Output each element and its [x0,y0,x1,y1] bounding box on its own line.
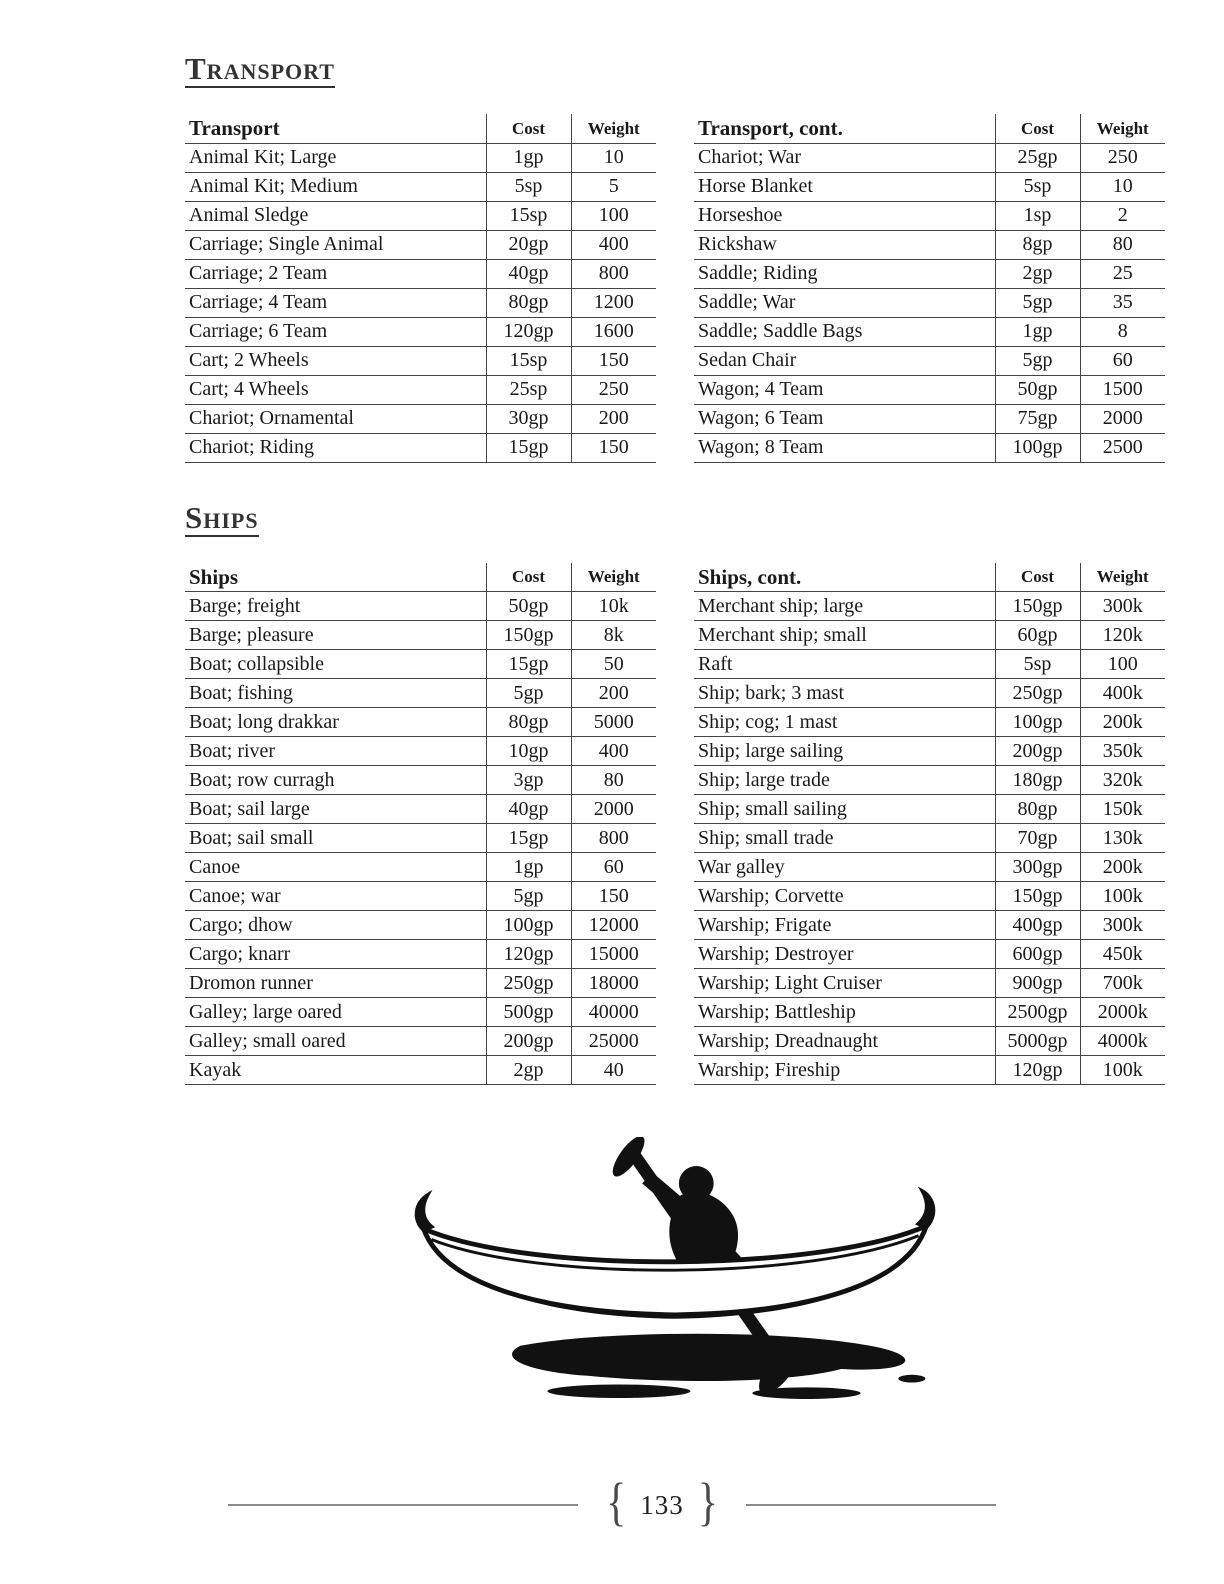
table-row [694,969,1165,998]
item-cost: 300gp [995,853,1080,882]
item-weight: 300k [1080,911,1165,940]
item-weight: 12000 [571,911,656,940]
item-name: Warship; Fireship [694,1056,995,1085]
table-row [694,172,1165,201]
table-row [185,940,656,969]
item-name: Rickshaw [694,230,995,259]
item-cost: 2gp [486,1056,571,1085]
item-weight: 1600 [571,317,656,346]
item-cost: 8gp [995,230,1080,259]
item-weight: 400 [571,737,656,766]
transport-table [185,114,656,463]
item-name: Canoe [185,853,486,882]
footer-left-brace: { [606,1474,627,1532]
item-name: Barge; pleasure [185,621,486,650]
item-cost: 30gp [486,404,571,433]
ships-table [185,563,656,1086]
item-cost: 5gp [995,346,1080,375]
table-row [185,433,656,462]
section-ships [185,501,1165,1086]
table-row [185,317,656,346]
item-weight: 250 [1080,143,1165,172]
item-weight: 50 [571,650,656,679]
item-cost: 80gp [486,288,571,317]
item-name: Boat; sail small [185,824,486,853]
item-cost: 900gp [995,969,1080,998]
item-cost: 2500gp [995,998,1080,1027]
item-weight: 18000 [571,969,656,998]
table-row [185,795,656,824]
item-cost: 50gp [995,375,1080,404]
item-name: Galley; large oared [185,998,486,1027]
item-weight: 40000 [571,998,656,1027]
table-row [185,969,656,998]
item-cost: 15gp [486,433,571,462]
item-cost: 1sp [995,201,1080,230]
table-row [185,143,656,172]
table-row [694,1027,1165,1056]
item-name: Carriage; Single Animal [185,230,486,259]
item-cost: 120gp [995,1056,1080,1085]
item-weight: 10 [1080,172,1165,201]
weight-header: Weight [571,114,656,143]
item-weight: 130k [1080,824,1165,853]
cost-header: Cost [486,114,571,143]
item-name: Animal Kit; Medium [185,172,486,201]
item-weight: 2500 [1080,433,1165,462]
item-name: Warship; Light Cruiser [694,969,995,998]
canoe-paddler-icon [385,1137,965,1427]
item-name: Boat; long drakkar [185,708,486,737]
item-weight: 150 [571,433,656,462]
table-row [185,404,656,433]
item-name: Chariot; War [694,143,995,172]
item-cost: 60gp [995,621,1080,650]
item-cost: 25sp [486,375,571,404]
item-cost: 25gp [995,143,1080,172]
table-row [185,998,656,1027]
item-name: Carriage; 4 Team [185,288,486,317]
item-cost: 80gp [995,795,1080,824]
item-weight: 2000 [571,795,656,824]
item-weight: 350k [1080,737,1165,766]
item-name: Ship; large sailing [694,737,995,766]
item-weight: 150 [571,346,656,375]
item-cost: 5gp [995,288,1080,317]
table-row [694,143,1165,172]
item-weight: 100k [1080,1056,1165,1085]
page-number: 133 [640,1489,684,1520]
item-weight: 450k [1080,940,1165,969]
item-name: Cart; 4 Wheels [185,375,486,404]
item-cost: 1gp [486,143,571,172]
item-cost: 40gp [486,795,571,824]
table-row [185,824,656,853]
item-weight: 8k [571,621,656,650]
weight-header: Weight [571,563,656,592]
table-row [694,737,1165,766]
item-name: Warship; Destroyer [694,940,995,969]
item-name: Dromon runner [185,969,486,998]
item-name: Merchant ship; small [694,621,995,650]
item-name: Animal Kit; Large [185,143,486,172]
item-cost: 20gp [486,230,571,259]
item-cost: 40gp [486,259,571,288]
item-weight: 10 [571,143,656,172]
item-name: Galley; small oared [185,1027,486,1056]
item-name: Cargo; knarr [185,940,486,969]
footer-right-brace: } [697,1474,718,1532]
item-name: Horse Blanket [694,172,995,201]
item-name: Ship; small trade [694,824,995,853]
item-name: Carriage; 2 Team [185,259,486,288]
item-weight: 800 [571,824,656,853]
cost-header: Cost [995,563,1080,592]
item-weight: 15000 [571,940,656,969]
item-weight: 100k [1080,882,1165,911]
table-row [694,433,1165,462]
item-weight: 60 [1080,346,1165,375]
table-row [694,592,1165,621]
item-weight: 1200 [571,288,656,317]
item-name: Saddle; Riding [694,259,995,288]
table-row [185,621,656,650]
ships-cont-table [694,563,1165,1086]
table-row [185,1056,656,1085]
item-weight: 700k [1080,969,1165,998]
item-weight: 4000k [1080,1027,1165,1056]
item-cost: 5sp [486,172,571,201]
item-cost: 5000gp [995,1027,1080,1056]
table-row [694,317,1165,346]
transport-cont-table [694,114,1165,463]
item-cost: 15gp [486,650,571,679]
item-name: Warship; Battleship [694,998,995,1027]
item-cost: 100gp [486,911,571,940]
table-row [694,766,1165,795]
item-name: Boat; fishing [185,679,486,708]
item-weight: 80 [1080,230,1165,259]
table-header-row [694,563,1165,592]
item-cost: 100gp [995,433,1080,462]
item-weight: 100 [571,201,656,230]
item-weight: 100 [1080,650,1165,679]
item-cost: 250gp [486,969,571,998]
table-header-row [185,563,656,592]
table-title: Transport [185,114,486,143]
item-weight: 35 [1080,288,1165,317]
item-weight: 150k [1080,795,1165,824]
item-weight: 2 [1080,201,1165,230]
item-cost: 5gp [486,679,571,708]
table-row [694,853,1165,882]
table-title: Transport, cont. [694,114,995,143]
table-row [185,911,656,940]
item-cost: 5sp [995,650,1080,679]
item-cost: 5sp [995,172,1080,201]
item-name: Raft [694,650,995,679]
table-row [694,940,1165,969]
item-weight: 800 [571,259,656,288]
item-cost: 180gp [995,766,1080,795]
table-row [694,259,1165,288]
item-cost: 120gp [486,317,571,346]
item-cost: 15sp [486,346,571,375]
item-cost: 2gp [995,259,1080,288]
table-row [694,882,1165,911]
item-cost: 1gp [995,317,1080,346]
item-name: Merchant ship; large [694,592,995,621]
item-cost: 80gp [486,708,571,737]
item-weight: 40 [571,1056,656,1085]
item-cost: 3gp [486,766,571,795]
table-row [185,288,656,317]
item-weight: 150 [571,882,656,911]
item-name: Boat; sail large [185,795,486,824]
item-cost: 150gp [995,882,1080,911]
item-name: Animal Sledge [185,201,486,230]
item-weight: 1500 [1080,375,1165,404]
item-cost: 10gp [486,737,571,766]
item-weight: 5000 [571,708,656,737]
table-row [694,708,1165,737]
item-name: Horseshoe [694,201,995,230]
item-name: Saddle; Saddle Bags [694,317,995,346]
table-row [694,404,1165,433]
item-cost: 400gp [995,911,1080,940]
weight-header: Weight [1080,114,1165,143]
cost-header: Cost [486,563,571,592]
table-row [185,650,656,679]
item-cost: 200gp [486,1027,571,1056]
table-row [185,737,656,766]
transport-heading: Transport [185,52,335,88]
item-weight: 60 [571,853,656,882]
table-header-row [185,114,656,143]
table-row [694,998,1165,1027]
item-weight: 200 [571,404,656,433]
item-name: Warship; Frigate [694,911,995,940]
table-row [694,1056,1165,1085]
item-name: Cargo; dhow [185,911,486,940]
item-cost: 150gp [486,621,571,650]
item-name: Wagon; 6 Team [694,404,995,433]
item-weight: 25000 [571,1027,656,1056]
page-content [185,52,1165,1432]
table-row [694,650,1165,679]
item-cost: 5gp [486,882,571,911]
item-cost: 600gp [995,940,1080,969]
table-row [185,592,656,621]
footer-rule-left [228,1504,578,1506]
item-cost: 70gp [995,824,1080,853]
item-name: Chariot; Ornamental [185,404,486,433]
item-cost: 1gp [486,853,571,882]
item-name: Ship; bark; 3 mast [694,679,995,708]
table-row [694,230,1165,259]
item-cost: 200gp [995,737,1080,766]
item-weight: 2000 [1080,404,1165,433]
ships-heading: Ships [185,501,259,537]
table-title: Ships [185,563,486,592]
item-weight: 320k [1080,766,1165,795]
ships-tables-row [185,563,1165,1086]
table-row [694,346,1165,375]
table-row [185,853,656,882]
item-name: Sedan Chair [694,346,995,375]
item-name: Boat; collapsible [185,650,486,679]
canoe-paddler-illustration [185,1137,1165,1432]
item-weight: 200k [1080,853,1165,882]
page-footer [0,1474,1224,1532]
item-name: Warship; Dreadnaught [694,1027,995,1056]
section-transport [185,52,1165,463]
table-row [694,911,1165,940]
table-row [185,346,656,375]
item-name: Warship; Corvette [694,882,995,911]
item-cost: 120gp [486,940,571,969]
weight-header: Weight [1080,563,1165,592]
item-weight: 120k [1080,621,1165,650]
item-name: Saddle; War [694,288,995,317]
table-row [185,375,656,404]
table-row [185,201,656,230]
table-row [185,230,656,259]
table-row [694,824,1165,853]
table-row [185,679,656,708]
item-weight: 8 [1080,317,1165,346]
item-weight: 10k [571,592,656,621]
item-name: Ship; cog; 1 mast [694,708,995,737]
table-row [185,1027,656,1056]
footer-rule-right [746,1504,996,1506]
item-name: Chariot; Riding [185,433,486,462]
item-name: Carriage; 6 Team [185,317,486,346]
table-row [694,375,1165,404]
item-weight: 25 [1080,259,1165,288]
item-cost: 150gp [995,592,1080,621]
item-name: Ship; small sailing [694,795,995,824]
item-weight: 80 [571,766,656,795]
table-row [694,288,1165,317]
item-name: Boat; river [185,737,486,766]
item-name: Kayak [185,1056,486,1085]
item-cost: 250gp [995,679,1080,708]
table-row [185,882,656,911]
item-cost: 500gp [486,998,571,1027]
item-weight: 400 [571,230,656,259]
table-title: Ships, cont. [694,563,995,592]
item-cost: 15sp [486,201,571,230]
item-name: Wagon; 8 Team [694,433,995,462]
item-name: Ship; large trade [694,766,995,795]
item-name: Boat; row curragh [185,766,486,795]
table-row [185,172,656,201]
item-cost: 50gp [486,592,571,621]
transport-tables-row [185,114,1165,463]
table-row [185,259,656,288]
table-row [694,795,1165,824]
item-cost: 15gp [486,824,571,853]
item-weight: 300k [1080,592,1165,621]
item-weight: 400k [1080,679,1165,708]
item-cost: 100gp [995,708,1080,737]
item-weight: 5 [571,172,656,201]
item-weight: 200 [571,679,656,708]
cost-header: Cost [995,114,1080,143]
item-name: War galley [694,853,995,882]
item-weight: 250 [571,375,656,404]
table-row [185,708,656,737]
table-row [694,621,1165,650]
item-name: Cart; 2 Wheels [185,346,486,375]
item-name: Canoe; war [185,882,486,911]
table-row [694,201,1165,230]
table-row [694,679,1165,708]
table-header-row [694,114,1165,143]
item-weight: 200k [1080,708,1165,737]
item-cost: 75gp [995,404,1080,433]
item-weight: 2000k [1080,998,1165,1027]
item-name: Wagon; 4 Team [694,375,995,404]
table-row [185,766,656,795]
item-name: Barge; freight [185,592,486,621]
